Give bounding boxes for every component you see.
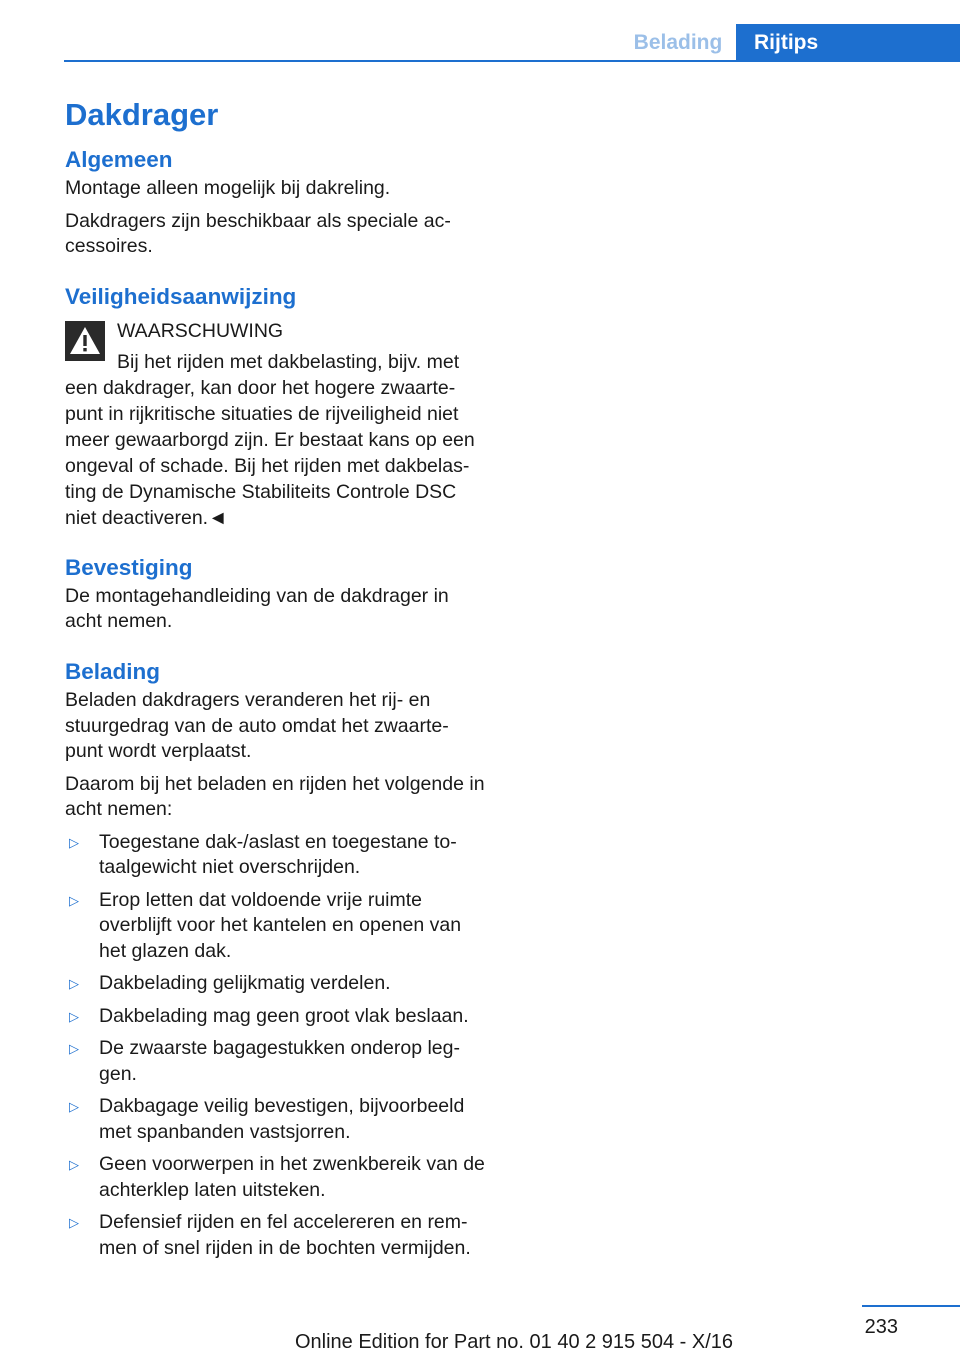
bullet-marker-icon: ▷	[69, 892, 79, 908]
list-item	[65, 1036, 485, 1087]
bullet-marker-icon: ▷	[69, 976, 79, 992]
list-item	[65, 830, 485, 881]
list-item-text: Toegestane dak-/aslast en toegestane to-taalgewicht niet overschrijden.	[99, 830, 457, 879]
list-item-text: Geen voorwerpen in het zwenkbereik van de achterklep laten uitsteken.	[99, 1153, 485, 1201]
list-item	[65, 888, 485, 965]
list-item-text: Defensief rijden en fel accelereren en rem-men of snel rijden in de bochten vermijden.	[99, 1211, 471, 1259]
section-veiligheid	[65, 282, 485, 531]
section-bevestiging	[65, 553, 485, 635]
list-item	[65, 1210, 485, 1261]
paragraph: Beladen dakdragers veranderen het rij- en stuurgedrag van de auto omdat het zwaarte-punt wordt verplaatst.	[65, 689, 449, 763]
bullet-marker-icon: ▷	[69, 834, 79, 850]
list-item	[65, 1004, 485, 1030]
paragraph: De montagehandleiding van de dakdrager in acht nemen.	[65, 584, 449, 633]
section-heading-belading: Belading	[65, 658, 161, 684]
bullet-marker-icon: ▷	[69, 1099, 79, 1115]
footer-edition: Online Edition for Part no. 01 40 2 915 504 - X/16	[294, 1331, 734, 1353]
list-item-text: Dakbelading gelijkmatig verdelen.	[99, 972, 391, 995]
list-item-text: De zwaarste bagagestukken onderop leg-gen.	[99, 1037, 460, 1085]
list-item-text: Dakbagage veilig bevestigen, bijvoorbeeld met spanbanden vastsjorren.	[99, 1095, 465, 1143]
list-item-text: Erop letten dat voldoende vrije ruimte overblijft voor het kantelen en openen van het glazen dak.	[99, 888, 462, 962]
header-tab-belading[interactable]: Belading	[633, 31, 723, 54]
paragraph: Dakdragers zijn beschikbaar als speciale ac-cessoires.	[65, 209, 451, 258]
section-heading-bevestiging: Bevestiging	[65, 554, 193, 580]
section-algemeen	[65, 145, 485, 260]
page-title: Dakdrager	[65, 97, 219, 132]
paragraph: Montage alleen mogelijk bij dakreling.	[65, 177, 391, 200]
bullet-marker-icon: ▷	[69, 1041, 79, 1057]
bullet-list	[65, 830, 485, 1262]
section-heading-veiligheid: Veiligheidsaanwijzing	[65, 283, 297, 309]
page-number-rule	[862, 1305, 960, 1307]
paragraph: Daarom bij het beladen en rijden het volgende in acht nemen:	[65, 772, 485, 821]
header-rule	[64, 60, 960, 62]
section-belading	[65, 657, 485, 1261]
page-content	[65, 96, 485, 1268]
bullet-marker-icon: ▷	[69, 1215, 79, 1231]
header-tab-rijtips[interactable]: Rijtips	[736, 24, 960, 62]
warning-box	[65, 319, 485, 531]
section-heading-algemeen: Algemeen	[65, 147, 173, 173]
list-item-text: Dakbelading mag geen groot vlak beslaan.	[99, 1004, 469, 1027]
bullet-marker-icon: ▷	[69, 1008, 79, 1024]
warning-icon	[65, 321, 105, 361]
list-item	[65, 1094, 485, 1145]
warning-label: WAARSCHUWING	[117, 320, 284, 343]
warning-text: Bij het rijden met dakbelasting, bijv. met een dakdrager, kan door het hogere zwaarte-punt in rijkritische situaties de rijveiligheid niet meer gewaarborgd zijn. Er bestaat kans op een ongeval of schade. Bij het rijden met dakbelas-ting de Dynamische Stabiliteits Controle DSC niet deactiveren.◄	[65, 350, 475, 529]
list-item	[65, 1152, 485, 1203]
list-item	[65, 971, 485, 997]
page-number: 233	[864, 1316, 898, 1338]
bullet-marker-icon: ▷	[69, 1157, 79, 1173]
